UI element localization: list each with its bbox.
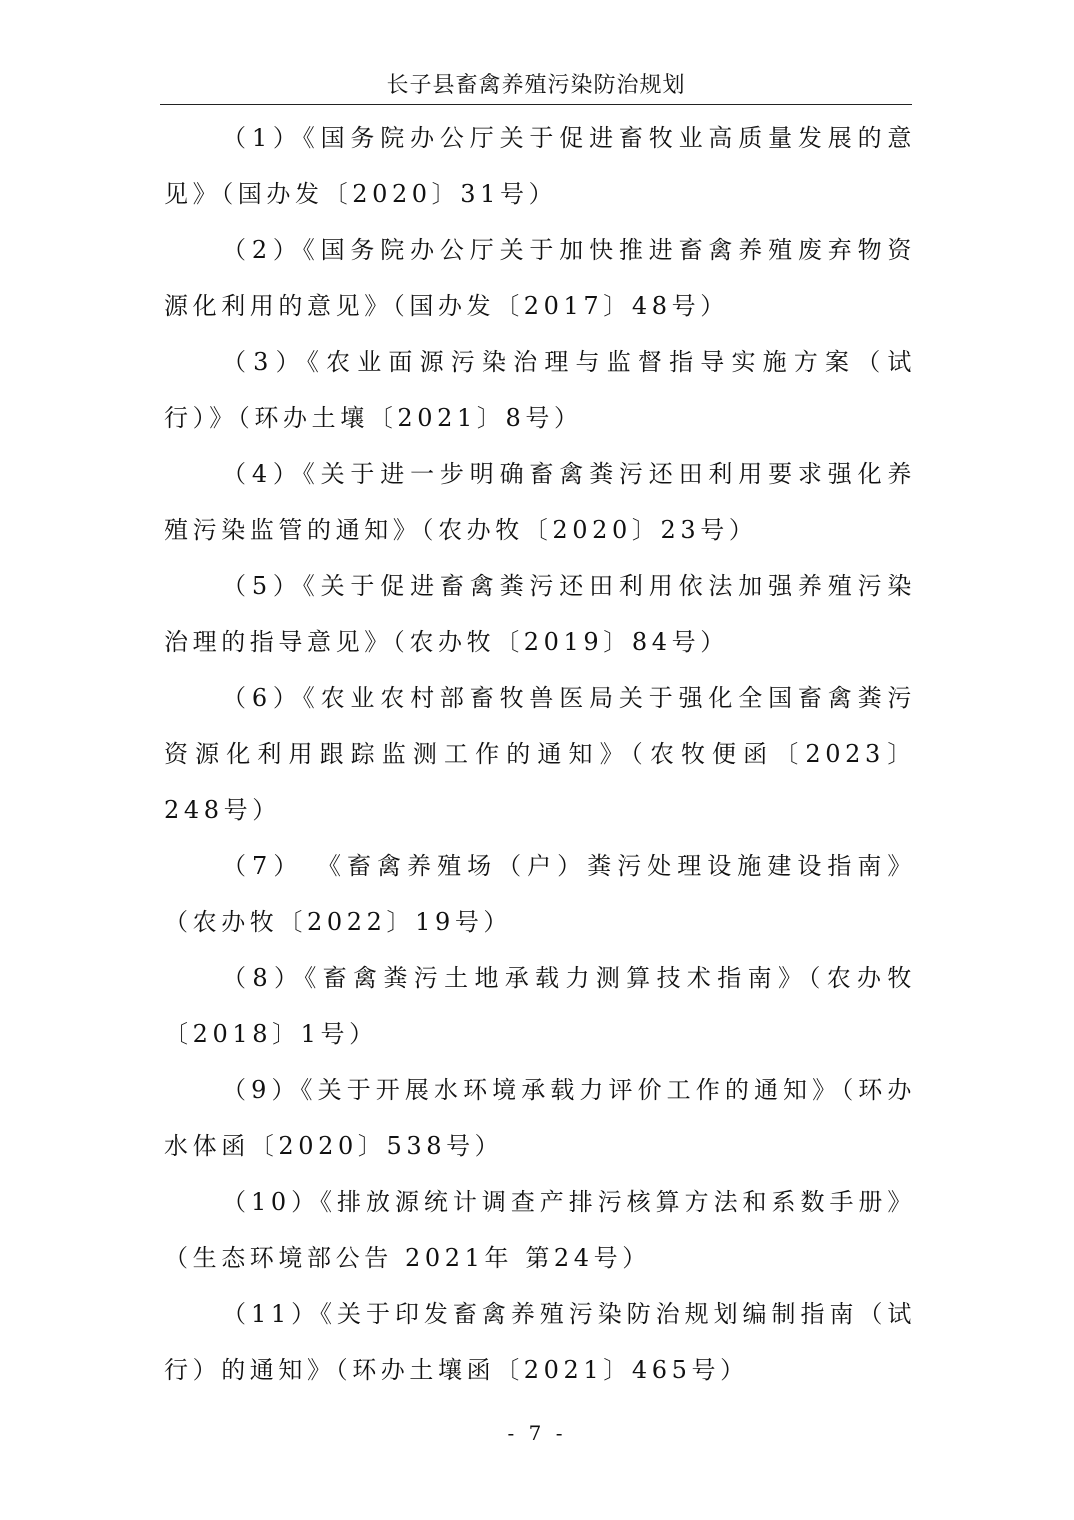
- page-footer: [0, 1420, 1074, 1446]
- list-item: （5）《关于促进畜禽粪污还田利用依法加强养殖污染治理的指导意见》（农办牧〔2019〕84号）: [164, 572, 916, 656]
- page-number: - 7 -: [507, 1421, 567, 1445]
- list-item: （3）《农业面源污染治理与监督指导实施方案（试行）》（环办土壤〔2021〕8号）: [164, 348, 916, 432]
- list-item: （8）《畜禽粪污土地承载力测算技术指南》（农办牧〔2018〕1号）: [164, 964, 916, 1048]
- list-item: （11）《关于印发畜禽养殖污染防治规划编制指南（试行）的通知》（环办土壤函〔2021〕465号）: [164, 1300, 916, 1384]
- list-item: （10）《排放源统计调查产排污核算方法和系数手册》（生态环境部公告 2021年 第24号）: [164, 1188, 916, 1272]
- list-item: （2）《国务院办公厅关于加快推进畜禽养殖废弃物资源化利用的意见》（国办发〔2017〕48号）: [164, 236, 916, 320]
- regulation-list: [164, 110, 916, 1398]
- list-item: （1）《国务院办公厅关于促进畜牧业高质量发展的意见》（国办发〔2020〕31号）: [164, 124, 916, 208]
- list-item: （4）《关于进一步明确畜禽粪污还田利用要求强化养殖污染监管的通知》（农办牧〔2020〕23号）: [164, 460, 916, 544]
- list-item: （9）《关于开展水环境承载力评价工作的通知》（环办水体函〔2020〕538号）: [164, 1076, 916, 1160]
- page-header: [160, 72, 912, 105]
- document-title: 长子县畜禽养殖污染防治规划: [386, 73, 686, 98]
- list-item: （7） 《畜禽养殖场（户）粪污处理设施建设指南》（农办牧〔2022〕19号）: [164, 852, 916, 936]
- list-item: （6）《农业农村部畜牧兽医局关于强化全国畜禽粪污资源化利用跟踪监测工作的通知》（农牧便函〔2023〕248号）: [164, 684, 916, 824]
